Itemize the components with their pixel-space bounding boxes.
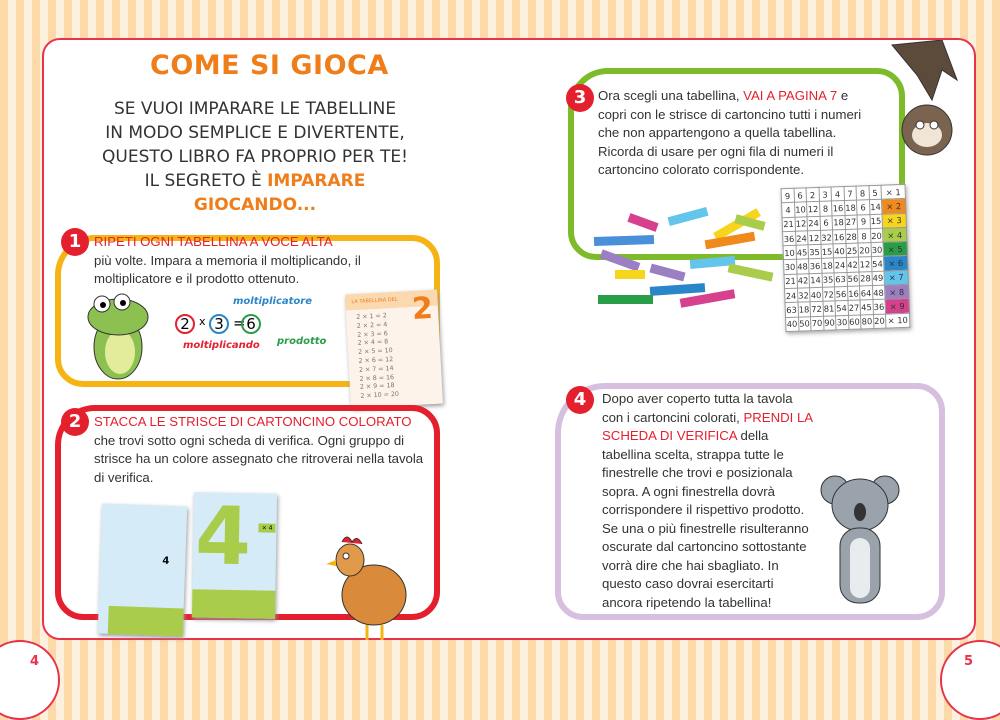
grid-cell: 56 xyxy=(835,287,848,302)
grid-cell: 18 xyxy=(821,258,834,273)
intro-line: QUESTO LIBRO FA PROPRIO PER TE! xyxy=(102,147,408,167)
grid-cell: 6 xyxy=(856,200,869,215)
grid-cell: 49 xyxy=(871,271,884,286)
verify-card-front xyxy=(98,504,187,637)
grid-cell: 16 xyxy=(832,201,845,216)
intro-highlight: IMPARARE GIOCANDO... xyxy=(193,171,366,215)
grid-row-label: × 5 xyxy=(883,242,907,257)
step-intro: Dopo aver coperto tutta la tavola con i cartoncini colorati, xyxy=(602,391,793,425)
grid-cell: 80 xyxy=(860,314,873,329)
grid-cell: 28 xyxy=(845,229,858,244)
grid-cell: 21 xyxy=(784,274,797,289)
grid-cell: 20 xyxy=(870,228,883,243)
times-table-card xyxy=(345,290,443,409)
grid-cell: 30 xyxy=(836,315,849,330)
grid-cell: 35 xyxy=(822,273,835,288)
grid-row-label: × 9 xyxy=(885,299,909,314)
grid-cell: 36 xyxy=(809,259,822,274)
grid-cell: 81 xyxy=(823,301,836,316)
grid-cell: 6 xyxy=(794,188,807,203)
equation xyxy=(175,296,327,356)
grid-cell: 4 xyxy=(831,187,844,202)
grid-cell: 24 xyxy=(834,258,847,273)
card-row: 2 × 5 = 10 xyxy=(357,347,393,357)
card-row: 2 × 8 = 16 xyxy=(359,373,395,383)
multiplier: 3 xyxy=(209,314,229,334)
grid-row-label: × 8 xyxy=(884,284,908,299)
grid-cell: 12 xyxy=(858,257,871,272)
grid-cell: 8 xyxy=(856,186,869,201)
grid-cell: 12 xyxy=(795,216,808,231)
grid-cell: 90 xyxy=(823,316,836,331)
step-number: 3 xyxy=(566,84,594,112)
grid-cell: 40 xyxy=(786,317,799,332)
grid-row-label: × 7 xyxy=(884,270,908,285)
grid-cell: 16 xyxy=(847,286,860,301)
grid-cell: 18 xyxy=(844,200,857,215)
card-row: 2 × 1 = 2 xyxy=(356,312,388,321)
step-heading: VAI A PAGINA 7 xyxy=(743,88,838,103)
grid-cell: 3 xyxy=(819,187,832,202)
verify-card-back xyxy=(192,489,277,618)
page-title: COME SI GIOCA xyxy=(150,50,389,81)
page-number-right xyxy=(940,640,1000,720)
step-body: più volte. Impara a memoria il moltiplicando, il moltiplicatore e il prodotto ottenuto. xyxy=(94,252,361,286)
times-sign: x xyxy=(199,315,206,328)
step-body: della tabellina scelta, strappa tutte le finestrelle che trovi e posizionala sopra. A ogni finestrella dovrà corrispondere il rispettivo prodotto. Se una o più finestrelle risulteranno oscurate dal cartoncino sottostante vorrà dire che hai sbagliato. In questo caso dovrai esercitarti ancora ripetendo la tabellina! xyxy=(602,428,809,610)
grid-row-label: × 4 xyxy=(882,227,906,242)
grid-cell: 35 xyxy=(808,245,821,260)
grid-cell: 64 xyxy=(859,286,872,301)
grid-cell: 27 xyxy=(847,300,860,315)
grid-cell: 20 xyxy=(858,243,871,258)
card-digit: 4 xyxy=(194,489,252,584)
grid-cell: 48 xyxy=(872,285,885,300)
grid-cell: 45 xyxy=(860,300,873,315)
grid-cell: 6 xyxy=(820,216,833,231)
grid-row-label: × 10 xyxy=(885,313,909,328)
card-row: 2 × 10 = 20 xyxy=(360,390,400,400)
grid-cell: 54 xyxy=(835,301,848,316)
intro-line: IN MODO SEMPLICE E DIVERTENTE, xyxy=(105,123,405,143)
step-number: 1 xyxy=(61,228,89,256)
step-body: che trovi sotto ogni scheda di verifica. Ogni gruppo di strisce ha un colore assegnato che ritroverai nella tavola di verifica. xyxy=(94,432,424,485)
grid-cell: 16 xyxy=(833,229,846,244)
grid-cell: 9 xyxy=(781,188,794,203)
step-number: 4 xyxy=(566,386,594,414)
card-row: 2 × 7 = 14 xyxy=(358,364,394,374)
grid-cell: 10 xyxy=(794,202,807,217)
grid-cell: 21 xyxy=(782,217,795,232)
grid-cell: 14 xyxy=(869,200,882,215)
grid-cell: 9 xyxy=(857,214,870,229)
page-number-left xyxy=(0,640,60,720)
hen-illustration xyxy=(322,530,412,645)
card-title: LA TABELLINA DEL xyxy=(351,296,398,306)
grid-cell: 25 xyxy=(846,243,859,258)
grid-cell: 18 xyxy=(798,302,811,317)
step-1-text xyxy=(94,233,394,289)
step-3-text xyxy=(598,87,863,180)
step-number: 2 xyxy=(61,408,89,436)
intro-text-part: IL SEGRETO È xyxy=(144,171,268,191)
verification-grid xyxy=(781,184,911,332)
page-number-text: 5 xyxy=(964,654,974,669)
grid-cell: 70 xyxy=(811,316,824,331)
multiplier-label: moltiplicatore xyxy=(233,296,312,307)
grid-cell: 32 xyxy=(820,230,833,245)
grid-cell: 42 xyxy=(797,274,810,289)
card-row: 2 × 6 = 12 xyxy=(358,356,394,365)
grid-cell: 32 xyxy=(797,288,810,303)
grid-row-label: × 2 xyxy=(881,199,905,214)
grid-row-label: × 1 xyxy=(881,184,905,199)
grid-cell: 40 xyxy=(810,287,823,302)
grid-row-label: × 6 xyxy=(883,256,907,271)
card-label: × 4 xyxy=(259,523,276,532)
intro-line xyxy=(90,169,420,217)
grid-cell: 12 xyxy=(807,202,820,217)
multiplicand: 2 xyxy=(175,314,195,334)
grid-cell: 8 xyxy=(819,201,832,216)
grid-cell: 36 xyxy=(783,231,796,246)
grid-cell: 24 xyxy=(807,216,820,231)
product: 6 xyxy=(241,314,261,334)
grid-cell: 36 xyxy=(872,300,885,315)
grid-cell: 45 xyxy=(796,245,809,260)
grid-row-label: × 3 xyxy=(882,213,906,228)
grid-cell: 54 xyxy=(871,257,884,272)
step-heading: RIPETI OGNI TABELLINA A VOCE ALTA xyxy=(94,234,333,249)
step-heading: STACCA LE STRISCE DI CARTONCINO COLORATO xyxy=(94,414,412,429)
multiplicand-label: moltiplicando xyxy=(183,340,260,351)
equals-sign: = xyxy=(233,314,246,332)
step-body: e copri con le strisce di cartoncino tutti i numeri che non appartengono a quella tabellina. Ricorda di usare per ogni fila di numeri il cartoncino colorato corrispondente. xyxy=(598,88,862,177)
grid-cell: 20 xyxy=(873,314,886,329)
frog-illustration xyxy=(80,292,160,387)
grid-cell: 14 xyxy=(809,273,822,288)
grid-cell: 7 xyxy=(844,186,857,201)
grid-cell: 56 xyxy=(846,272,859,287)
grid-cell: 60 xyxy=(848,315,861,330)
grid-cell: 18 xyxy=(832,215,845,230)
step-2-text xyxy=(94,413,434,487)
card-big-number: 2 xyxy=(411,290,434,327)
grid-cell: 27 xyxy=(845,215,858,230)
grid-cell: 42 xyxy=(846,258,859,273)
card-row: 2 × 4 = 8 xyxy=(357,338,389,348)
step-heading: PRENDI LA SCHEDA DI VERIFICA xyxy=(602,409,813,443)
card-row: 2 × 9 = 18 xyxy=(359,382,395,392)
grid-cell: 5 xyxy=(868,185,881,200)
product-label: prodotto xyxy=(277,336,327,347)
step-intro: Ora scegli una tabellina, xyxy=(598,88,744,103)
grid-cell: 10 xyxy=(783,245,796,260)
intro-line: SE VUOI IMPARARE LE TABELLINE xyxy=(113,99,397,119)
page-number-text: 4 xyxy=(30,654,40,669)
bat-illustration xyxy=(882,40,962,170)
grid-cell: 63 xyxy=(785,303,798,318)
card-row: 2 × 3 = 6 xyxy=(357,329,388,339)
intro-text xyxy=(90,97,420,217)
grid-cell: 63 xyxy=(834,272,847,287)
grid-cell: 4 xyxy=(782,203,795,218)
koala-illustration xyxy=(820,470,900,610)
grid-cell: 28 xyxy=(859,271,872,286)
grid-cell: 8 xyxy=(857,229,870,244)
grid-cell: 72 xyxy=(810,302,823,317)
grid-cell: 2 xyxy=(806,187,819,202)
grid-cell: 12 xyxy=(808,230,821,245)
grid-cell: 50 xyxy=(798,316,811,331)
grid-cell: 30 xyxy=(784,260,797,275)
step-4-text xyxy=(602,390,817,612)
grid-cell: 40 xyxy=(833,244,846,259)
grid-cell: 15 xyxy=(869,214,882,229)
grid-cell: 24 xyxy=(795,231,808,246)
grid-cell: 30 xyxy=(870,242,883,257)
grid-cell: 48 xyxy=(796,259,809,274)
grid-cell: 15 xyxy=(821,244,834,259)
card-number: 4 xyxy=(162,555,170,567)
grid-cell: 24 xyxy=(785,288,798,303)
card-row: 2 × 2 = 4 xyxy=(356,321,388,330)
grid-cell: 72 xyxy=(822,287,835,302)
